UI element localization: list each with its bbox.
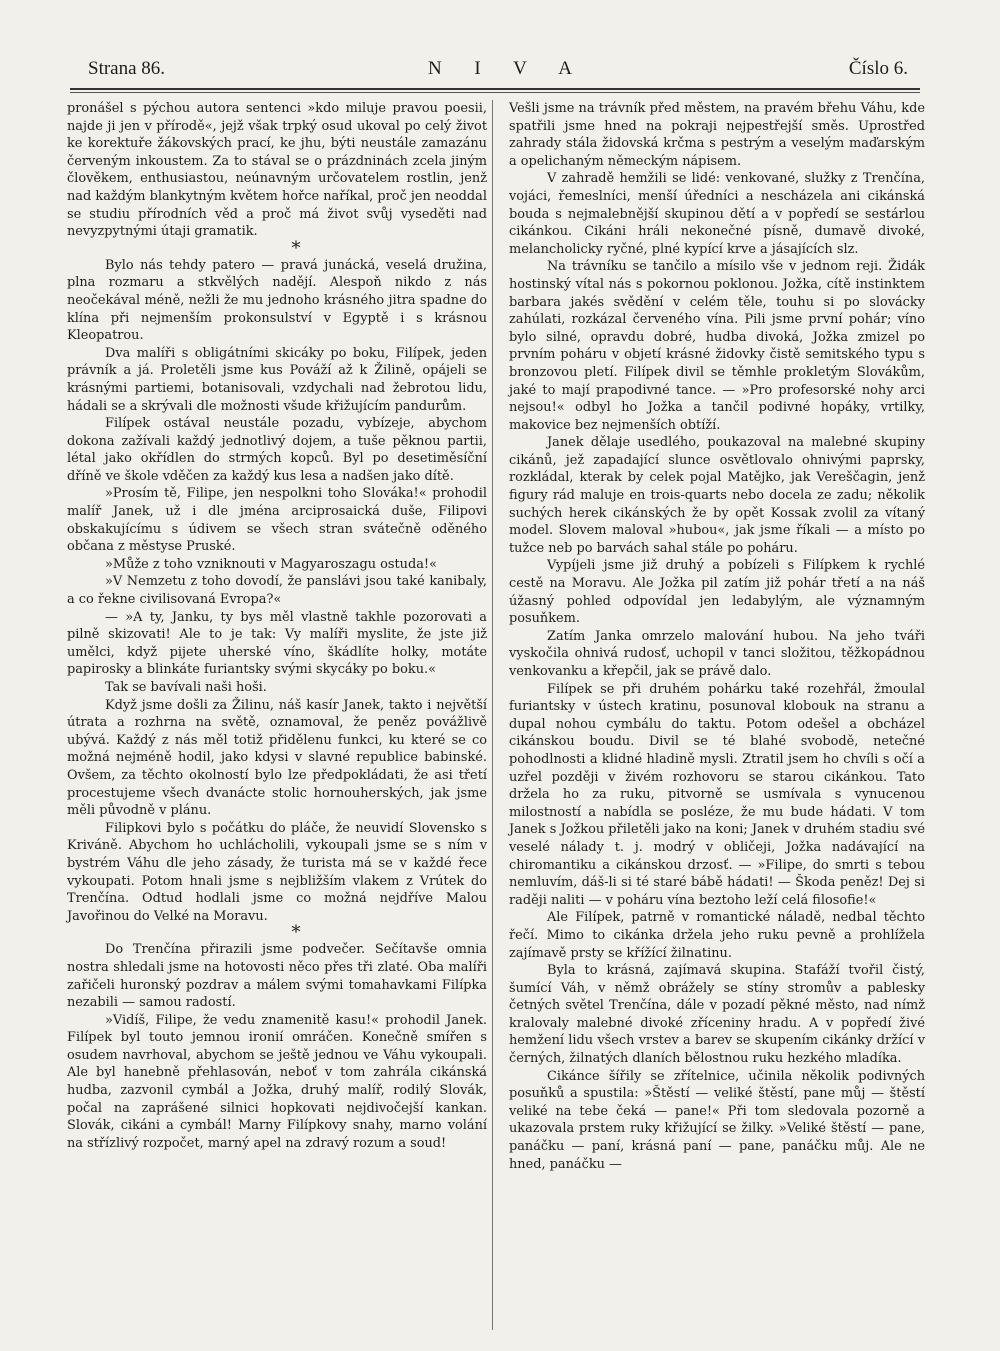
paragraph: V zahradě hemžili se lidé: venkované, služky z Trenčína, vojáci, řemeslníci, menší úředníci a nescházela ani cikánská bouda s nejmalebnější skupinou dětí a v popředí se sestárlou cikánkou. Cikáni hráli nekonečné písně, dumavě divoké, melancholicky ryčné, plné kypící krve a jásajících slz. xyxy=(509,171,925,257)
paragraph: »V Nemzetu z toho dovodí, že panslávi jsou také kanibaly, a co řekne civilisovaná Evropa?« xyxy=(67,574,487,608)
paragraph: Když jsme došli za Žilinu, náš kasír Janek, takto i největší útrata a rozhrna na světě, oznamoval, že peněz povážlivě ubývá. Každý z nás měl totiž přidělenu funkci, ku které se co možná nejméně hodil, jako kdysi v slavné republice babinské. Ovšem, za těchto okolností bylo lze předpokládati, že asi třetí procestujeme všech dvanácte stolic hornouherských, jak jsme měli původně v plánu. xyxy=(67,697,487,819)
paragraph: Filipkovi bylo s počátku do pláče, že neuvidí Slovensko s Kriváně. Abychom ho uchlácholili, vykoupali jsme se s ním v bystrém Váhu dle jeho zásady, že turista má se v každé řece vykoupati. Potom hnali jsme s nejbližším vlakem z Vrútek do Trenčína. Odtud hodlali jsme co možná nejdříve Malou Javořinou do Velké na Moravu. xyxy=(67,820,487,924)
paragraph: Filípek ostával neustále pozadu, vybízeje, abychom dokona zažívali každý jednotlivý dojem, a tuše pěknou partii, létal jako okřídlen do strmých kopců. Byl po desetiměsíční dříně ve škole vděčen za každý kus lesa a nadšen jako dítě. xyxy=(67,416,487,484)
paragraph: Vešli jsme na trávník před městem, na pravém břehu Váhu, kde spatřili jsme hned na pokraji nejpestřejší směs. Uprostřed zahrady stála židovská krčma s pestrým a veselým maďarským a opelichaným německým nápisem. xyxy=(509,101,925,169)
paragraph: Zatím Janka omrzelo malování hubou. Na jeho tváři vyskočila ohnivá rudosť, uchopil v tanci složitou, těžkopádnou venkovanku a křepčil, jak se právě dalo. xyxy=(509,628,925,679)
paragraph: Byla to krásná, zajímavá skupina. Stafáží tvořil čistý, šumící Váh, v němž obrážely se stíny stromův a pablesky četných světel Trenčína, dále v pozadí pěkné město, nad nímž kralovaly malebné divoké zříceniny hradu. A v popředí živé hemžení lidu všech vrstev a barev se skupením cikánky držící v černých, žilnatých dlaních bělostnou ruku hezkého mladíka. xyxy=(509,963,925,1067)
paragraph: »Může z toho vzniknouti v Magyaroszagu ostuda!« xyxy=(105,556,437,572)
paragraph: »Vidíš, Filipe, že vedu znamenitě kasu!« prohodil Janek. Filípek byl touto jemnou ironií omráčen. Konečně smířen s osudem navrhoval, abychom se ještě jednou ve Váhu vykoupali. Ale byl hanebně přehlasován, neboť v tom zahrála cikánská hudba, zazvonil cymbál a Jožka, druhý malíř, rodilý Slovák, počal na zaprášené silnici hopkovati nejdivočejší kankan. Slovák, cikáni a cymbál! Marny Filípkovy snahy, marno volání na střízlivý rozpočet, marný apel na zdravý rozum a soud! xyxy=(67,1012,487,1151)
paragraph: Cikánce šířily se zřítelnice, učinila několik podivných posuňků a spustila: »Štěstí — veliké štěstí, pane můj — štěstí veliké na tebe čeká — pane!« Při tom sledovala pozorně a ukazovala prstem ruky křižující se žilky. »Veliké štěstí — pane, panáčku — paní, krásná paní — pane, panáčku můj. Ale ne hned, panáčku — xyxy=(509,1068,925,1172)
paragraph: pronášel s pýchou autora sentenci »kdo miluje pravou poesii, najde ji jen v přírodě«, jejž však trpký osud ukoval po celý život ke korektuře žákovských prací, ke jhu, býti neustále zamazánu červeným inkoustem. Za to stával se o prázdninách zcela jiným člověkem, enthusiastou, neúnavným určovatelem rostlin, jenž nad každým blankytným květem hořce naříkal, proč jen neoddal se studiu přírodních věd a proč má život svůj vyseděti nad nevyzpytnými útaji gramatik. xyxy=(67,101,487,240)
issue-number: Číslo 6. xyxy=(848,58,908,79)
header-rule xyxy=(70,88,920,90)
magazine-title: N I V A xyxy=(427,58,586,79)
right-column xyxy=(509,100,925,1173)
left-column xyxy=(67,100,487,1152)
section-separator: * xyxy=(291,922,301,944)
page-header xyxy=(88,58,908,84)
paragraph: Do Trenčína přirazili jsme podvečer. Sečítavše omnia nostra shledali jsme na hotovosti něco přes tři zlaté. Oba malíři zařičeli huronský pozdrav a málem svými tomahavkami Filípka nezabili — samou radostí. xyxy=(67,942,487,1011)
header-rule-thin xyxy=(70,92,920,93)
paragraph: Filípek se při druhém pohárku také rozehřál, žmoulal furiantsky v ústech kratinu, posunoval klobouk na stranu a dupal nohou cymbálu do taktu. Potom odešel a obcházel cikánskou boudu. Divil se té blahé svobodě, netečné pohodlnosti a klidné hladině mysli. Ztratil jsem ho chvíli s očí a uzřel později v živém rozhovoru se starou cikánkou. Tato držela ho za ruku, pitvorně se usmívala s vynucenou milostností a nabídla se posléze, že mu bude hádati. V tom Janek s Jožkou přiletěli jako na koni; Janek v druhém stadiu své veselé nálady t. j. modrý v obličeji, Jožka nadávající na chiromantiku a cikánskou drzosť. — »Filipe, do smrti s tebou nemluvím, dáš-li si té staré bábě hádati! — Škoda peněz! Dej si raději naliti — v poháru vína beztoho leží celá filosofie!« xyxy=(509,681,925,908)
paragraph: Ale Filípek, patrně v romantické náladě, nedbal těchto řečí. Mimo to cikánka držela jeho ruku pevně a prohlížela zajímavě prsty se křížící žilnatinu. xyxy=(509,910,925,961)
paragraph: — »A ty, Janku, ty bys měl vlastně takhle pozorovati a pilně skizovati! Ale to je tak: Vy malíři myslite, že jste již umělci, když pijete uherské víno, škádlíte holky, motáte papirosky a blinkáte furiantsky svými skycáky po boku.« xyxy=(67,609,487,678)
paragraph: Janek dělaje usedlého, poukazoval na malebné skupiny cikánů, jež zapadající slunce osvětlovalo ohnivými paprsky, rozkládal, kterak by celek pojal Matějko, jak Vereščagin, jenž figury rád maluje en trois-quarts nebo docela ze zadu; několik suchých herek cikánských že by opět Kossak zvolil za vítaný model. Slovem maloval »hubou«, jak jsme říkali — a místo po tužce neb po barvách sahal stále po poháru. xyxy=(509,435,925,556)
paragraph: Bylo nás tehdy patero — pravá junácká, veselá družina, plna rozmaru a stkvělých nadějí. Alespoň nikdo z nás neočekával méně, nežli že mu jednoho krásného jitra spadne do klína při nejmenším prokonsulství v Egyptě i s krásnou Kleopatrou. xyxy=(67,257,487,344)
paragraph: Dva malíři s obligátními skicáky po boku, Filípek, jeden právník a já. Proletěli jsme kus Pováží až k Žilině, opájeli se krásnými partiemi, botanisovali, vzdychali nad žebrotou lidu, hádali se a skrývali dle možnosti všude křižujícím pandurům. xyxy=(67,345,487,414)
paragraph: Na trávníku se tančilo a mísilo vše v jednom reji. Židák hostinský vítal nás s pokornou poklonou. Jožka, cítě instinktem barbara jakés svědění v celém těle, touhu si po slovácky zahúlati, rozkázal červeného vína. Pili jsme první pohár; víno bylo silné, opravdu dobré, hudba divoká, Jožka zmizel po prvním poháru v objetí krásné židovky čistě semitského typu s bronzovou pletí. Filípek divil se těmhle prokletým Slovákům, jaké to mají prapodivné tance. — »Pro profesorské nohy arci nejsou!« odbyl ho Jožka a tančil podivné hopáky, vrtilky, makovice bez nejmenších obtíží. xyxy=(509,259,925,433)
section-separator: * xyxy=(291,237,301,259)
column-divider xyxy=(492,100,493,1330)
paragraph: Tak se bavívali naši hoši. xyxy=(105,680,267,695)
page-number: Strana 86. xyxy=(88,58,166,79)
paragraph: »Prosím tě, Filipe, jen nespolkni toho Slováka!« prohodil malíř Janek, už i dle jména arciprosaická duše, Filipovi obskakujícímu s údivem se všech stran svátečně oděného občana z městyse Pruské. xyxy=(67,486,487,555)
paragraph: Vypíjeli jsme již druhý a pobízeli s Filípkem k rychlé cestě na Moravu. Ale Jožka pil zatím již pohár třetí a na náš úžasný pohled odpovídal jen ledabylým, ale významným posuňkem. xyxy=(509,558,925,627)
